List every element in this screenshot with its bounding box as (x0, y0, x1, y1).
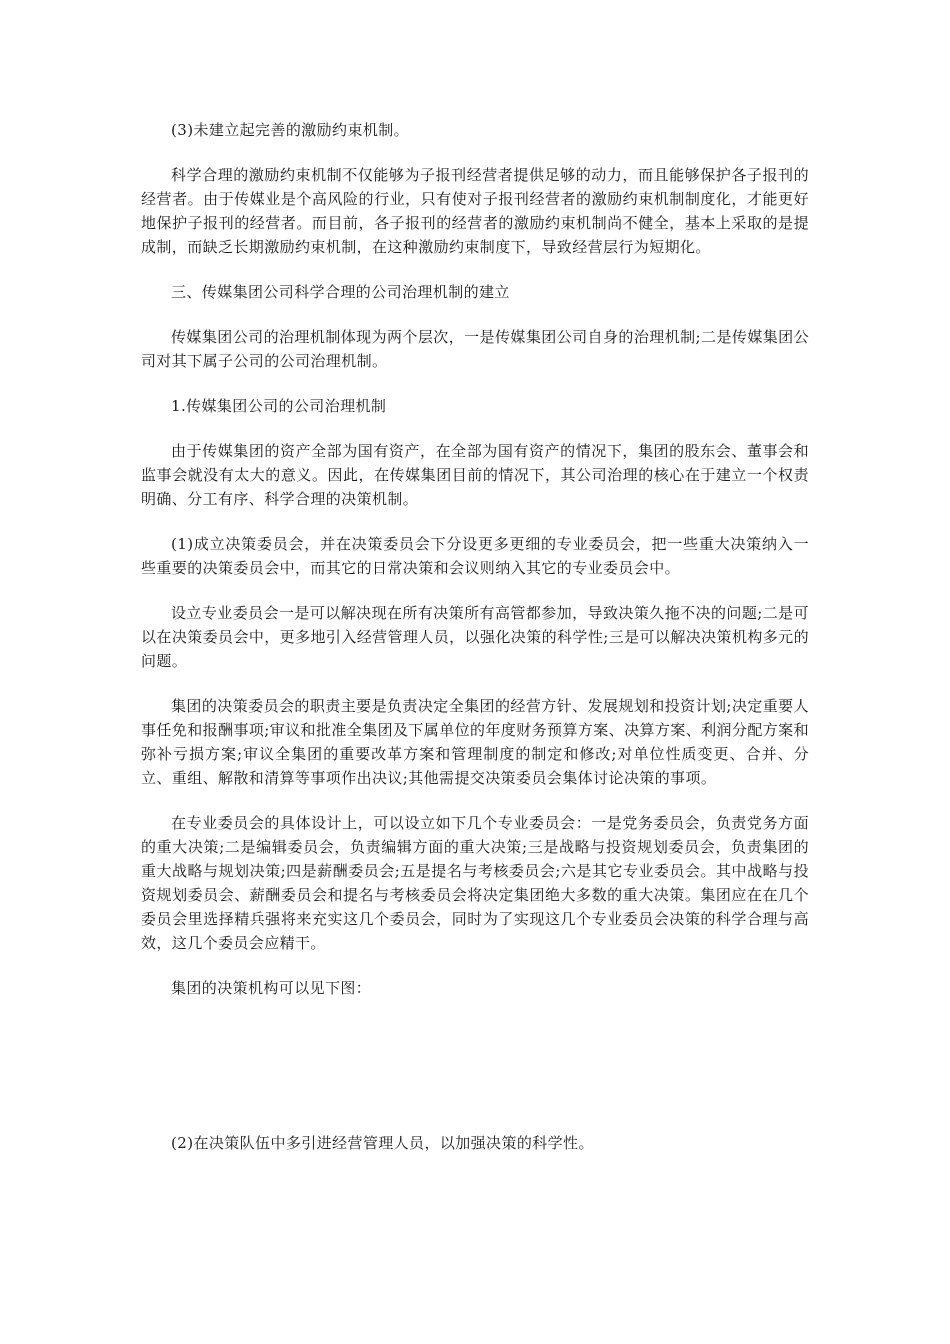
section-heading-governance: 三、传媒集团公司科学合理的公司治理机制的建立 (171, 283, 510, 301)
paragraph-diagram-intro: 集团的决策机构可以见下图： (171, 979, 372, 997)
paragraph-two-levels: 传媒集团公司的治理机制体现为两个层次，一是传媒集团公司自身的治理机制;二是传媒集团公司对其下属子公司的公司治理机制。 (141, 328, 809, 370)
subheading-incentive-mechanism: (3)未建立起完善的激励约束机制。 (171, 121, 410, 139)
diagram-placeholder (141, 1021, 809, 1131)
paragraph-management-personnel: (2)在决策队伍中多引进经营管理人员，以加强决策的科学性。 (171, 1134, 594, 1152)
document-body (141, 118, 809, 1176)
paragraph-committee-design: 在专业委员会的具体设计上，可以设立如下几个专业委员会：一是党务委员会，负责党务方面的重大决策;二是编辑委员会，负责编辑方面的重大决策;三是战略与投资规划委员会，负责集团的重大战略与规划决策;四是薪酬委员会;五是提名与考核委员会;六是其它专业委员会。其中战略与投资规划委员会、薪酬委员会和提名与考核委员会将决定集团绝大多数的重大决策。集团应在在几个委员会里选择精兵强将来充实这几个委员会，同时为了实现这几个专业委员会决策的科学合理与高效，这几个委员会应精干。 (141, 814, 809, 952)
paragraph-committee-duties: 集团的决策委员会的职责主要是负责决定全集团的经营方针、发展规划和投资计划;决定重要人事任免和报酬事项;审议和批准全集团及下属单位的年度财务预算方案、决算方案、利润分配方案和弥补亏损方案;审议全集团的重要改革方案和管理制度的制定和修改;对单位性质变更、合并、分立、重组、解散和清算等事项作出决议;其他需提交决策委员会集体讨论决策的事项。 (141, 697, 809, 787)
paragraph-state-assets: 由于传媒集团的资产全部为国有资产，在全部为国有资产的情况下，集团的股东会、董事会和监事会就没有太大的意义。因此，在传媒集团目前的情况下，其公司治理的核心在于建立一个权责明确、分工有序、科学合理的决策机制。 (141, 442, 809, 508)
paragraph-decision-committee: (1)成立决策委员会，并在决策委员会下分设更多更细的专业委员会，把一些重大决策纳入一些重要的决策委员会中，而其它的日常决策和会议则纳入其它的专业委员会中。 (141, 535, 809, 577)
paragraph-professional-committee-benefits: 设立专业委员会一是可以解决现在所有决策所有高管都参加，导致决策久拖不决的问题;二是可以在决策委员会中，更多地引入经营管理人员，以强化决策的科学性;三是可以解决决策机构多元的问题。 (141, 604, 809, 670)
subsection-heading-governance-mechanism: 1.传媒集团公司的公司治理机制 (171, 397, 387, 415)
paragraph-incentive-explanation: 科学合理的激励约束机制不仅能够为子报刊经营者提供足够的动力，而且能够保护各子报刊的经营者。由于传媒业是个高风险的行业，只有使对子报刊经营者的激励约束机制制度化，才能更好地保护子报刊的经营者。而目前，各子报刊的经营者的激励约束机制尚不健全，基本上采取的是提成制，而缺乏长期激励约束机制，在这种激励约束制度下，导致经营层行为短期化。 (141, 166, 809, 256)
